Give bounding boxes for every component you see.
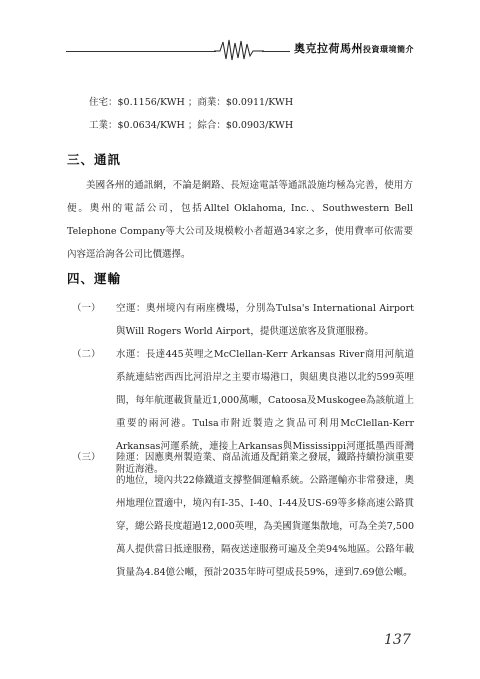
transport-item-air (72, 297, 414, 343)
page-header (0, 38, 480, 62)
header-rule-left (66, 51, 216, 52)
electricity-rates-line-1: 住宅：$0.1156/KWH ；商業：$0.0911/KWH (89, 97, 294, 108)
list-item-label: （三） (72, 452, 101, 463)
electricity-rates-line-2: 工業：$0.0634/KWH ；綜合：$0.0903/KWH (89, 120, 294, 131)
page-number: 137 (384, 632, 411, 648)
list-item-label: （一） (72, 303, 101, 314)
list-item-text: 空運：奧州境內有兩座機場，分別為Tulsa's International Airport與Will Rogers World Airport，提供運送旅客及貨運服務。 (116, 303, 414, 337)
list-item-text: 陸運：因應奧州製造業、商品流通及配銷業之發展，鐵路持續扮演重要的地位，境內共22條鐵道支撐整個運輸系統。公路運輸亦非常發達，奧州地理位置適中，境內有I-35、I-40、I-44及US-69等多條高速公路貫穿，總公路長度超過12,000英哩，為美國貨運集散地，可為全美7,500萬人提供當日抵達服務，隔夜送達服務可遍及全美94%地區。公路年載貨量為4.84億公噸，預計2035年時可望成長59%，達到7.69億公噸。 (116, 452, 414, 578)
header-title-sub: 投資環境簡介 (363, 45, 414, 54)
section-heading-transportation: 四、運輸 (67, 271, 122, 286)
communications-paragraph: 美國各州的通訊網，不論是網路、長短途電話等通訊設施均極為完善，使用方便。奧州的電話公司，包括Alltel Oklahoma, Inc.、Southwestern Bell Telephone Company等大公司及規模較小者超過34家之多，使用費率可依需要內容逕洽詢各公司比價選擇。 (67, 180, 413, 260)
transport-item-land (72, 446, 414, 584)
header-title (290, 40, 414, 56)
header-wave-ornament (214, 38, 264, 62)
list-item-text: 水運：長達445英哩之McClellan-Kerr Arkansas River商用河航道系統連結密西西比河沿岸之主要市場港口，與紐奧良港以北約599英哩間，每年航運載貨量近1,000萬噸，Catoosa及Muskogee為該航道上重要的兩河港。Tulsa市附近製造之貨品可利用McClellan-Kerr Arkansas河運系統，連接上Arkansas與Mississippi河運抵墨西哥灣附近海港。 (116, 349, 414, 475)
section-heading-communications: 三、通訊 (67, 152, 122, 167)
list-item-label: （二） (72, 349, 101, 360)
header-title-main: 奧克拉荷馬州 (294, 42, 363, 55)
